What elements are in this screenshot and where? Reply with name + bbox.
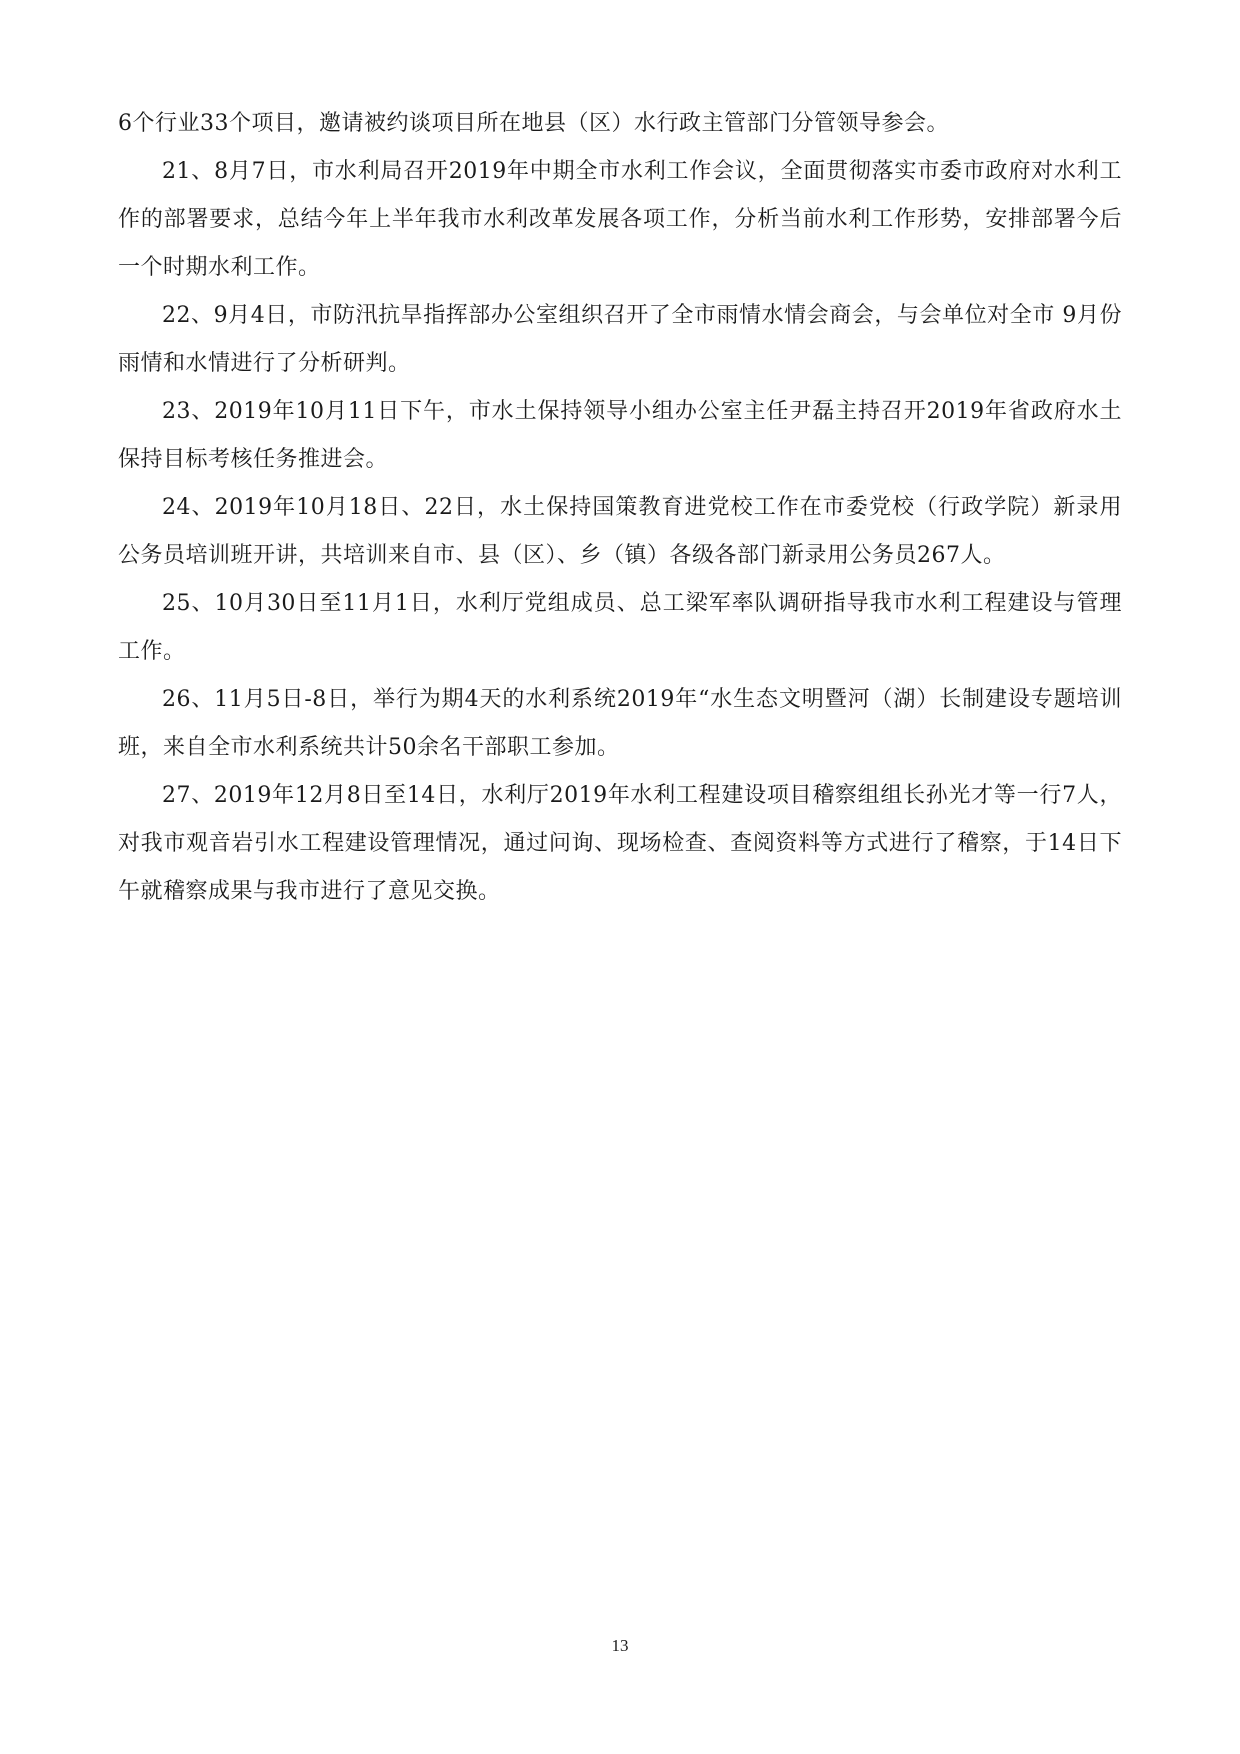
paragraph-continuation: 6个行业33个项目，邀请被约谈项目所在地县（区）水行政主管部门分管领导参会。 <box>118 111 949 136</box>
paragraph-item-26: 26、11月5日-8日，举行为期4天的水利系统2019年“水生态文明暨河（湖）长制建设专题培训班，来自全市水利系统共计50余名干部职工参加。 <box>118 687 1122 760</box>
page-number: 13 <box>611 1636 629 1655</box>
document-body <box>118 100 1122 916</box>
paragraph-item-24: 24、2019年10月18日、22日，水土保持国策教育进党校工作在市委党校（行政学院）新录用公务员培训班开讲，共培训来自市、县（区）、乡（镇）各级各部门新录用公务员267人。 <box>118 495 1122 568</box>
paragraph-item-25: 25、10月30日至11月1日，水利厅党组成员、总工梁军率队调研指导我市水利工程建设与管理工作。 <box>118 591 1122 664</box>
paragraph-item-21: 21、8月7日，市水利局召开2019年中期全市水利工作会议，全面贯彻落实市委市政府对水利工作的部署要求，总结今年上半年我市水利改革发展各项工作，分析当前水利工作形势，安排部署今后一个时期水利工作。 <box>118 159 1122 280</box>
paragraph-item-27: 27、2019年12月8日至14日，水利厅2019年水利工程建设项目稽察组组长孙光才等一行7人，对我市观音岩引水工程建设管理情况，通过问询、现场检查、查阅资料等方式进行了稽察，于14日下午就稽察成果与我市进行了意见交换。 <box>118 783 1122 904</box>
paragraph-item-23: 23、2019年10月11日下午，市水土保持领导小组办公室主任尹磊主持召开2019年省政府水土保持目标考核任务推进会。 <box>118 399 1122 472</box>
paragraph-item-22: 22、9月4日，市防汛抗旱指挥部办公室组织召开了全市雨情水情会商会，与会单位对全市 9月份雨情和水情进行了分析研判。 <box>118 303 1122 376</box>
